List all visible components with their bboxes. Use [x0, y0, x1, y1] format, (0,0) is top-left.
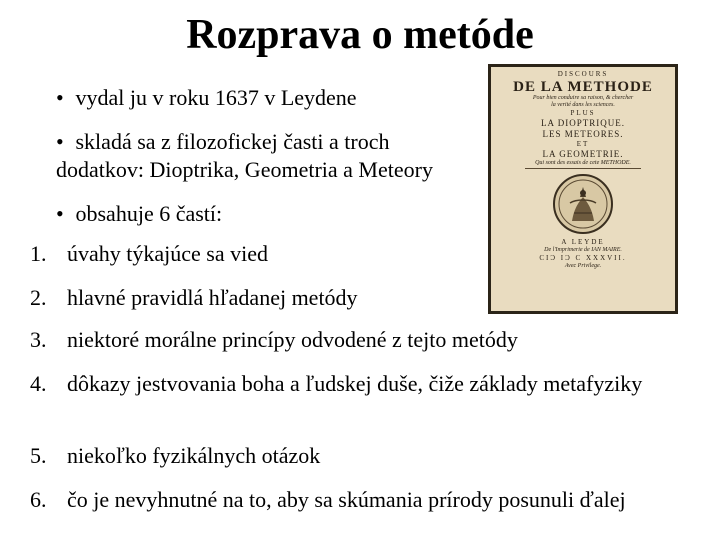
- list-text: niektoré morálne princípy odvodené z tejto metódy: [67, 327, 518, 352]
- list-number: 1.: [30, 241, 47, 266]
- cover-text: De l'Imprimerie de IAN MAIRE.: [544, 247, 622, 253]
- list-item: [30, 486, 710, 514]
- list-item: [30, 326, 710, 354]
- cover-text: DE LA METHODE: [513, 79, 653, 95]
- bullet-marker: •: [56, 129, 64, 154]
- cover-text: Avec Privilege.: [564, 263, 602, 269]
- cover-divider: [525, 168, 641, 169]
- list-number: 4.: [30, 371, 47, 396]
- bullet-marker: •: [56, 201, 64, 226]
- printer-emblem-icon: [552, 173, 614, 235]
- list-number: 5.: [30, 443, 47, 468]
- bullet-text: obsahuje 6 častí:: [75, 201, 223, 226]
- bullet-item: [56, 128, 476, 184]
- bullet-text: vydal ju v roku 1637 v Leydene: [75, 85, 357, 110]
- cover-text: LA GEOMETRIE.: [542, 149, 624, 159]
- bullet-marker: •: [56, 85, 64, 110]
- bullet-item: [56, 200, 476, 228]
- list-item: [30, 370, 710, 398]
- cover-text: LA DIOPTRIQUE.: [541, 118, 625, 128]
- cover-text: LES METEORES.: [542, 129, 624, 139]
- list-number: 6.: [30, 487, 47, 512]
- list-number: 3.: [30, 327, 47, 352]
- bullet-item: [56, 84, 476, 112]
- cover-text: A LEYDE: [561, 238, 605, 246]
- slide-title: Rozprava o metóde: [186, 12, 534, 58]
- book-cover-image: [488, 64, 678, 314]
- list-text: úvahy týkajúce sa vied: [67, 241, 268, 266]
- list-text: niekoľko fyzikálnych otázok: [67, 443, 321, 468]
- list-number: 2.: [30, 285, 47, 310]
- list-item: [30, 442, 710, 470]
- cover-text: DISCOURS: [557, 70, 609, 78]
- cover-text: ET: [576, 140, 590, 148]
- cover-text: CIƆ IƆ C XXXVII.: [539, 254, 627, 262]
- cover-text: la verité dans les sciences.: [551, 102, 615, 108]
- list-text: čo je nevyhnutné na to, aby sa skúmania prírody posunuli ďalej: [67, 487, 626, 512]
- bullet-text: skladá sa z filozofickej časti a troch dodatkov: Dioptrika, Geometria a Meteory: [56, 129, 433, 182]
- cover-text: PLUS: [570, 109, 596, 117]
- book-cover-content: [495, 70, 671, 308]
- cover-text: Qui sont des essais de cete METHODE.: [535, 160, 631, 166]
- list-text: hlavné pravidlá hľadanej metódy: [67, 285, 358, 310]
- cover-text: Pour bien conduire sa raison, & chercher: [532, 95, 634, 101]
- list-text: dôkazy jestvovania boha a ľudskej duše, čiže základy metafyziky: [67, 371, 643, 396]
